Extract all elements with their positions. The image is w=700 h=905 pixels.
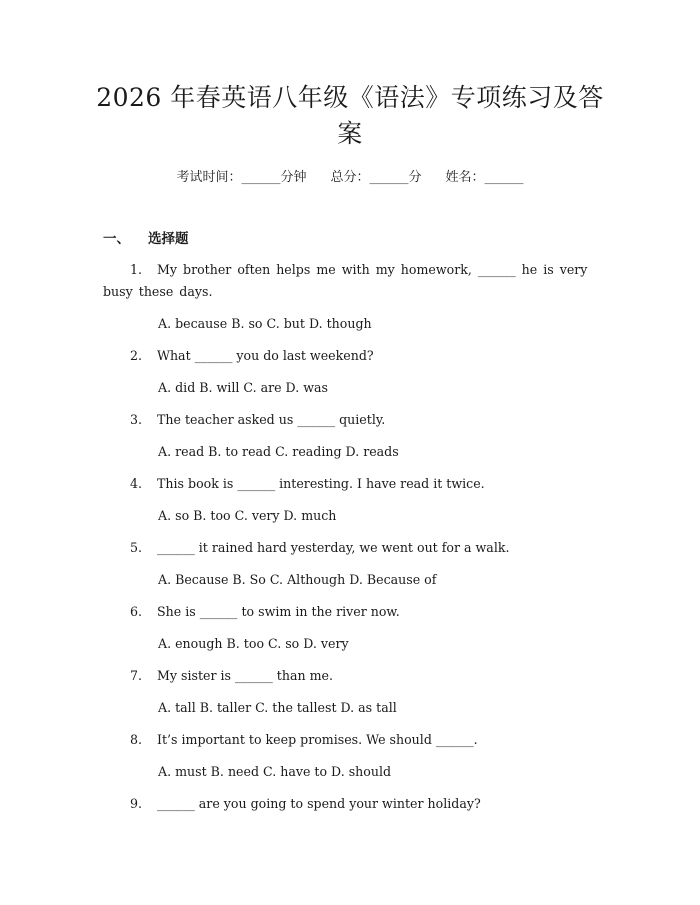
question-6-options: A. enough B. too C. so D. very (158, 636, 349, 651)
question-text: My brother often helps me with my homework, ______ he is very busy these days. (103, 262, 588, 299)
question-number: 8. (130, 732, 143, 747)
question-4-options: A. so B. too C. very D. much (158, 508, 337, 523)
question-2-options: A. did B. will C. are D. was (158, 380, 328, 395)
question-9 (103, 793, 593, 815)
total-score-label: 总分：______分 (330, 170, 422, 185)
question-text: What ______ you do last weekend? (157, 348, 374, 363)
question-1 (103, 259, 593, 303)
question-number: 4. (130, 476, 143, 491)
question-8 (103, 729, 593, 751)
question-number: 5. (130, 540, 143, 555)
question-number: 2. (130, 348, 143, 363)
section-heading (103, 229, 189, 249)
question-list (103, 259, 593, 815)
question-number: 9. (130, 796, 143, 811)
question-7-options: A. tall B. taller C. the tallest D. as tall (158, 700, 397, 715)
question-text: It’s important to keep promises. We should ______. (157, 732, 478, 747)
question-7 (103, 665, 593, 687)
question-6 (103, 601, 593, 623)
document-title: 2026 年春英语八年级《语法》专项练习及答案 (96, 83, 604, 148)
section-title: 选择题 (148, 231, 189, 247)
question-number: 6. (130, 604, 143, 619)
question-text: My sister is ______ than me. (157, 668, 333, 683)
question-3-options: A. read B. to read C. reading D. reads (158, 444, 399, 459)
question-number: 1. (130, 262, 143, 277)
exam-time-label: 考试时间：______分钟 (176, 170, 307, 185)
question-text: She is ______ to swim in the river now. (157, 604, 400, 619)
question-text: ______ are you going to spend your winter holiday? (157, 796, 481, 811)
question-text: The teacher asked us ______ quietly. (157, 412, 386, 427)
section-number: 一、 (103, 231, 130, 247)
student-name-label: 姓名：______ (445, 170, 524, 185)
exam-info (0, 168, 700, 188)
question-number: 3. (130, 412, 143, 427)
question-text: ______ it rained hard yesterday, we went out for a walk. (157, 540, 510, 555)
question-1-options: A. because B. so C. but D. though (158, 316, 372, 331)
question-2 (103, 345, 593, 367)
question-text: This book is ______ interesting. I have read it twice. (157, 476, 485, 491)
question-5-options: A. Because B. So C. Although D. Because of (158, 572, 437, 587)
question-5 (103, 537, 593, 559)
question-8-options: A. must B. need C. have to D. should (158, 764, 392, 779)
question-4 (103, 473, 593, 495)
question-3 (103, 409, 593, 431)
question-number: 7. (130, 668, 143, 683)
